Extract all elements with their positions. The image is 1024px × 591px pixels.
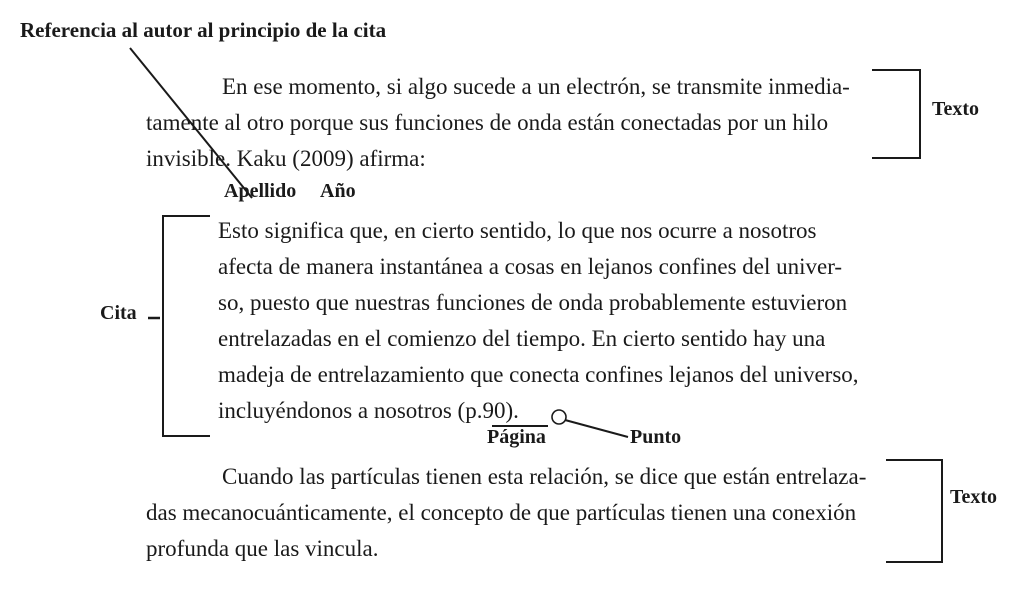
- label-texto-bottom: Texto: [950, 486, 998, 508]
- paragraph-2-line-3: profunda que las vincula.: [146, 536, 379, 561]
- heading-pointer-line: [130, 48, 252, 198]
- label-apellido: Apellido: [224, 180, 297, 202]
- quote-line-6: incluyéndonos a nosotros (p.90).: [218, 398, 519, 423]
- annotation-heading: Referencia al autor al principio de la cita: [20, 18, 387, 42]
- cita-bracket: [163, 216, 210, 436]
- quote-line-2: afecta de manera instantánea a cosas en lejanos confines del univer-: [218, 254, 843, 279]
- quote-line-1: Esto significa que, en cierto sentido, lo que nos ocurre a nosotros: [218, 218, 817, 243]
- quote-line-5: madeja de entrelazamiento que conecta confines lejanos del universo,: [218, 362, 859, 387]
- label-punto: Punto: [630, 426, 682, 448]
- quote-line-3: so, puesto que nuestras funciones de onda probablemente estuvieron: [218, 290, 848, 315]
- quote-line-4: entrelazadas en el comienzo del tiempo. En cierto sentido hay una: [218, 326, 826, 351]
- label-pagina: Página: [487, 426, 546, 448]
- paragraph-2-line-1: Cuando las partículas tienen esta relación, se dice que están entrelaza-: [222, 464, 867, 489]
- label-texto-top: Texto: [932, 98, 980, 120]
- label-anio: Año: [320, 180, 356, 202]
- label-cita: Cita: [100, 302, 137, 324]
- paragraph-1-line-1: En ese momento, si algo sucede a un electrón, se transmite inmedia-: [222, 74, 850, 99]
- paragraph-2-line-2: das mecanocuánticamente, el concepto de que partículas tienen una conexión: [146, 500, 857, 525]
- paragraph-1-line-2: tamente al otro porque sus funciones de onda están conectadas por un hilo: [146, 110, 829, 135]
- paragraph-1-line-3: invisible. Kaku (2009) afirma:: [146, 146, 426, 171]
- texto-top-bracket: [872, 70, 920, 158]
- punto-pointer-line: [565, 420, 628, 437]
- texto-bottom-bracket: [886, 460, 942, 562]
- punto-circle: [552, 410, 566, 424]
